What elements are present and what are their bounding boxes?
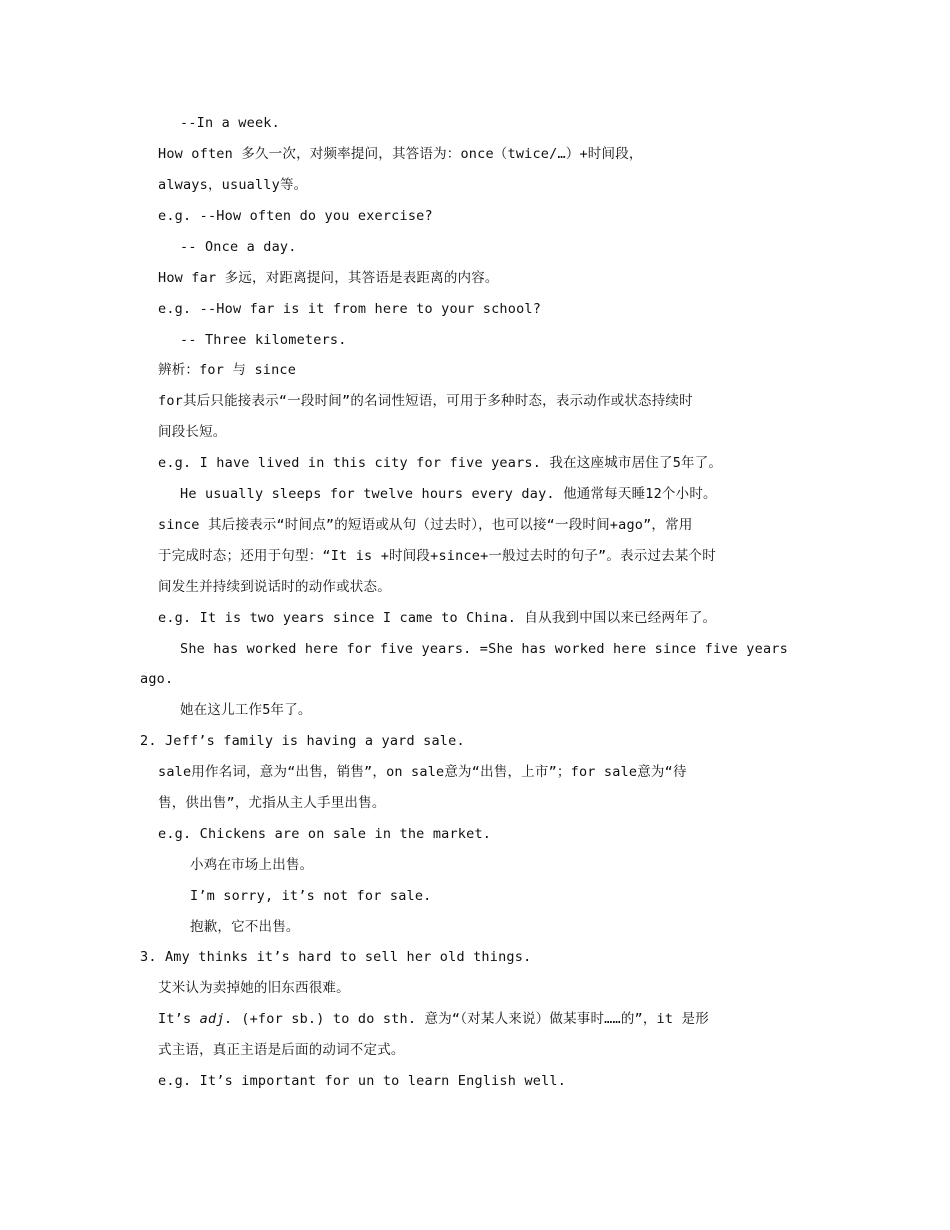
text-line: --In a week. — [180, 115, 280, 131]
text-line: e.g. --How far is it from here to your school? — [158, 301, 542, 317]
text-line: always，usually等。 — [158, 177, 308, 193]
text-line: 她在这儿工作5年了。 — [180, 702, 312, 718]
text-line: 2. Jeff’s family is having a yard sale. — [140, 733, 465, 749]
text-line: I’m sorry, it’s not for sale. — [190, 888, 432, 904]
text-line: 间发生并持续到说话时的动作或状态。 — [158, 579, 391, 595]
text-line: e.g. --How often do you exercise? — [158, 208, 433, 224]
text-line: How often 多久一次，对频率提问，其答语为：once（twice/…）+时间段， — [158, 146, 643, 162]
text-line: e.g. I have lived in this city for five years. 我在这座城市居住了5年了。 — [158, 455, 723, 471]
text-line: -- Three kilometers. — [180, 332, 347, 348]
text-segment-italic: adj. — [199, 1011, 233, 1027]
text-line: since 其后接表示“时间点”的短语或从句（过去时），也可以接“一段时间+ago”，常用 — [158, 517, 693, 533]
text-line: -- Once a day. — [180, 239, 297, 255]
text-line — [158, 1009, 709, 1029]
text-segment: (+for sb.) to do sth. 意为“（对某人来说）做某事时……的”，it 是形 — [232, 1011, 709, 1027]
text-line: How far 多远，对距离提问，其答语是表距离的内容。 — [158, 270, 499, 286]
text-line: e.g. It is two years since I came to China. 自从我到中国以来已经两年了。 — [158, 610, 717, 626]
text-line: 抱歉，它不出售。 — [190, 919, 300, 935]
text-line: for其后只能接表示“一段时间”的名词性短语，可用于多种时态，表示动作或状态持续时 — [158, 393, 693, 409]
text-line: e.g. It’s important for un to learn English well. — [158, 1073, 567, 1089]
text-line: 辨析：for 与 since — [158, 362, 297, 378]
text-line: 于完成时态；还用于句型：“It is +时间段+since+一般过去时的句子”。表示过去某个时 — [158, 548, 716, 564]
text-line: sale用作名词，意为“出售，销售”，on sale意为“出售，上市”；for sale意为“待 — [158, 764, 687, 780]
text-line: She has worked here for five years. =She has worked here since five years — [180, 641, 788, 657]
text-line: 艾米认为卖掉她的旧东西很难。 — [158, 980, 350, 996]
text-line: 式主语，真正主语是后面的动词不定式。 — [158, 1042, 405, 1058]
text-line: 小鸡在市场上出售。 — [190, 857, 314, 873]
text-line: e.g. Chickens are on sale in the market. — [158, 826, 492, 842]
text-line: He usually sleeps for twelve hours every day. 他通常每天睡12个小时。 — [180, 486, 717, 502]
text-segment: It’s — [158, 1011, 200, 1027]
text-line: 间段长短。 — [158, 424, 227, 440]
text-line: 售，供出售”，尤指从主人手里出售。 — [158, 795, 386, 811]
text-line: ago. — [140, 671, 174, 687]
text-line: 3. Amy thinks it’s hard to sell her old things. — [140, 949, 532, 965]
